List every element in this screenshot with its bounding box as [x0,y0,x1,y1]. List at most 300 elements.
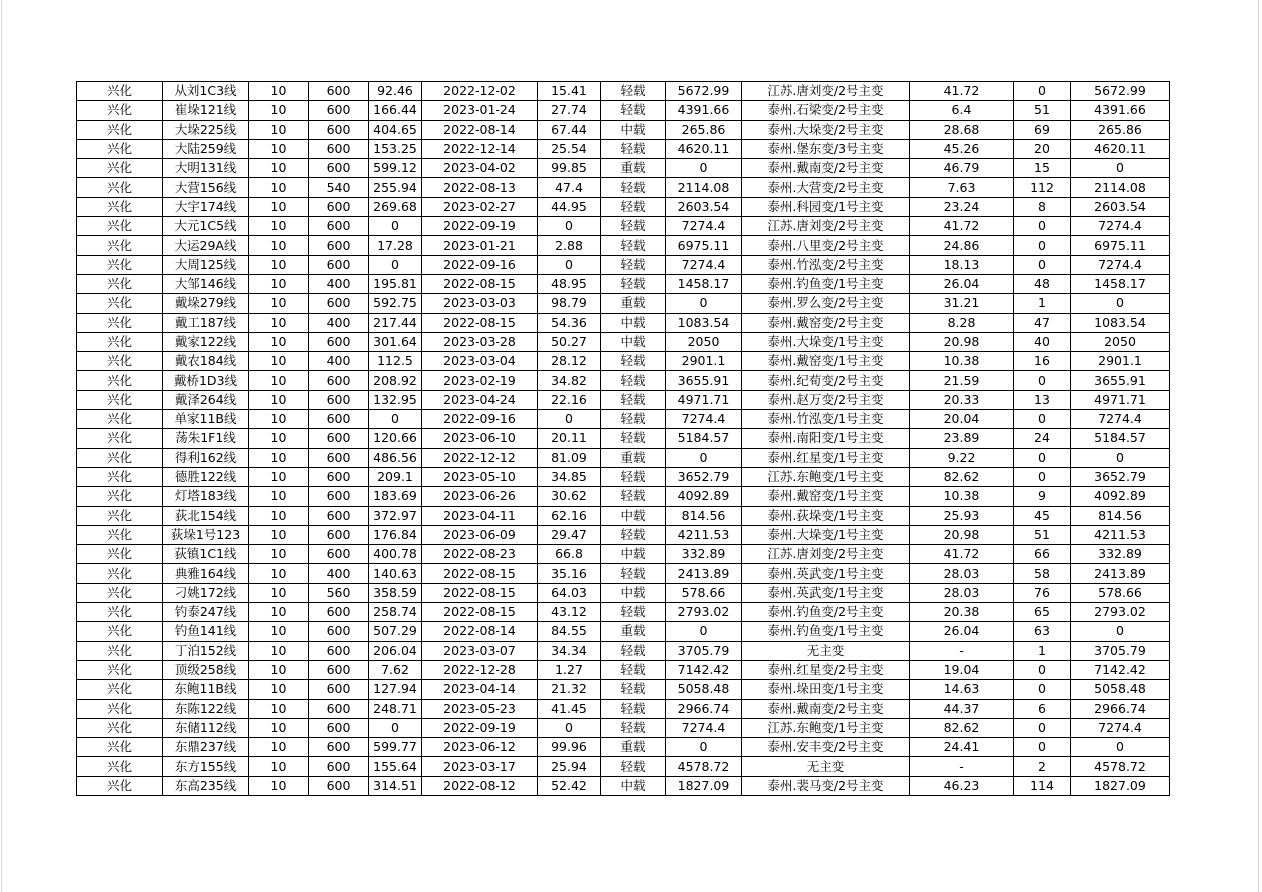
transformer-cell: 泰州.英武变/1号主变 [742,564,910,583]
voltage-cell: 10 [249,159,309,178]
access-capacity-cell: 51 [1014,525,1071,544]
max-load-cell: 183.69 [369,487,422,506]
date-cell: 2022-08-14 [422,622,538,641]
max-load-cell: 255.94 [369,178,422,197]
load-status-cell: 轻载 [601,487,666,506]
capacity-cell: 600 [309,371,369,390]
table-row [77,217,1170,236]
transformer-cell: 泰州.赵万变/2号主变 [742,390,910,409]
table-row [77,603,1170,622]
max-load-cell: 112.5 [369,352,422,371]
region-cell: 兴化 [77,139,163,158]
remaining-capacity-cell: 3655.91 [1071,371,1170,390]
date-cell: 2022-12-28 [422,660,538,679]
transformer-rate-cell: 28.68 [910,120,1014,139]
open-capacity-cell: 2114.08 [666,178,742,197]
remaining-capacity-cell: 1827.09 [1071,776,1170,795]
access-capacity-cell: 47 [1014,313,1071,332]
line-name-cell: 东储112线 [163,718,249,737]
load-status-cell: 轻载 [601,390,666,409]
voltage-cell: 10 [249,448,309,467]
table-row [77,352,1170,371]
open-capacity-cell: 7274.4 [666,255,742,274]
remaining-capacity-cell: 2966.74 [1071,699,1170,718]
open-capacity-cell: 4092.89 [666,487,742,506]
table-row [77,332,1170,351]
remaining-capacity-cell: 1458.17 [1071,274,1170,293]
access-capacity-cell: 112 [1014,178,1071,197]
load-rate-cell: 30.62 [538,487,601,506]
remaining-capacity-cell: 3652.79 [1071,467,1170,486]
capacity-cell: 600 [309,776,369,795]
load-rate-cell: 81.09 [538,448,601,467]
transformer-rate-cell: 20.38 [910,603,1014,622]
load-rate-cell: 34.34 [538,641,601,660]
region-cell: 兴化 [77,680,163,699]
load-rate-cell: 21.32 [538,680,601,699]
access-capacity-cell: 0 [1014,718,1071,737]
load-rate-cell: 54.36 [538,313,601,332]
capacity-cell: 600 [309,525,369,544]
open-capacity-cell: 1827.09 [666,776,742,795]
open-capacity-cell: 6975.11 [666,236,742,255]
max-load-cell: 17.28 [369,236,422,255]
max-load-cell: 195.81 [369,274,422,293]
load-status-cell: 轻载 [601,429,666,448]
line-name-cell: 从刘1C3线 [163,82,249,101]
transformer-rate-cell: 10.38 [910,487,1014,506]
transformer-rate-cell: 19.04 [910,660,1014,679]
capacity-cell: 600 [309,429,369,448]
remaining-capacity-cell: 2050 [1071,332,1170,351]
remaining-capacity-cell: 332.89 [1071,545,1170,564]
open-capacity-cell: 2901.1 [666,352,742,371]
load-rate-cell: 0 [538,255,601,274]
max-load-cell: 372.97 [369,506,422,525]
remaining-capacity-cell: 4211.53 [1071,525,1170,544]
transformer-rate-cell: 9.22 [910,448,1014,467]
access-capacity-cell: 8 [1014,197,1071,216]
table-row [77,390,1170,409]
table-row [77,718,1170,737]
date-cell: 2022-08-15 [422,564,538,583]
line-name-cell: 崔垛121线 [163,101,249,120]
date-cell: 2023-05-10 [422,467,538,486]
region-cell: 兴化 [77,545,163,564]
transformer-cell: 泰州.八里变/2号主变 [742,236,910,255]
voltage-cell: 10 [249,603,309,622]
access-capacity-cell: 0 [1014,410,1071,429]
voltage-cell: 10 [249,718,309,737]
region-cell: 兴化 [77,390,163,409]
max-load-cell: 206.04 [369,641,422,660]
line-name-cell: 大周125线 [163,255,249,274]
voltage-cell: 10 [249,545,309,564]
line-name-cell: 刁姚172线 [163,583,249,602]
load-status-cell: 轻载 [601,660,666,679]
date-cell: 2023-06-12 [422,738,538,757]
table-row [77,294,1170,313]
access-capacity-cell: 51 [1014,101,1071,120]
load-status-cell: 轻载 [601,82,666,101]
date-cell: 2022-08-14 [422,120,538,139]
open-capacity-cell: 332.89 [666,545,742,564]
max-load-cell: 92.46 [369,82,422,101]
date-cell: 2023-01-21 [422,236,538,255]
region-cell: 兴化 [77,197,163,216]
region-cell: 兴化 [77,660,163,679]
transformer-cell: 泰州.荻垛变/1号主变 [742,506,910,525]
voltage-cell: 10 [249,776,309,795]
transformer-cell: 泰州.罗么变/2号主变 [742,294,910,313]
table-row [77,429,1170,448]
load-status-cell: 轻载 [601,139,666,158]
remaining-capacity-cell: 578.66 [1071,583,1170,602]
load-status-cell: 轻载 [601,718,666,737]
voltage-cell: 10 [249,236,309,255]
transformer-cell: 泰州.戴南变/2号主变 [742,699,910,718]
capacity-cell: 400 [309,313,369,332]
transformer-rate-cell: 82.62 [910,718,1014,737]
line-name-cell: 钓泰247线 [163,603,249,622]
max-load-cell: 269.68 [369,197,422,216]
open-capacity-cell: 2966.74 [666,699,742,718]
date-cell: 2022-08-15 [422,274,538,293]
region-cell: 兴化 [77,410,163,429]
access-capacity-cell: 0 [1014,371,1071,390]
region-cell: 兴化 [77,564,163,583]
open-capacity-cell: 2793.02 [666,603,742,622]
line-name-cell: 大运29A线 [163,236,249,255]
voltage-cell: 10 [249,506,309,525]
transformer-cell: 泰州.石梁变/2号主变 [742,101,910,120]
load-rate-cell: 99.85 [538,159,601,178]
capacity-cell: 600 [309,159,369,178]
table-row [77,487,1170,506]
table-row [77,660,1170,679]
capacity-cell: 600 [309,217,369,236]
voltage-cell: 10 [249,178,309,197]
load-status-cell: 重载 [601,294,666,313]
load-status-cell: 中载 [601,776,666,795]
load-rate-cell: 20.11 [538,429,601,448]
load-status-cell: 重载 [601,622,666,641]
remaining-capacity-cell: 265.86 [1071,120,1170,139]
transformer-cell: 泰州.戴南变/2号主变 [742,159,910,178]
voltage-cell: 10 [249,660,309,679]
open-capacity-cell: 3652.79 [666,467,742,486]
voltage-cell: 10 [249,487,309,506]
region-cell: 兴化 [77,352,163,371]
region-cell: 兴化 [77,294,163,313]
region-cell: 兴化 [77,429,163,448]
access-capacity-cell: 0 [1014,660,1071,679]
access-capacity-cell: 58 [1014,564,1071,583]
max-load-cell: 248.71 [369,699,422,718]
load-status-cell: 重载 [601,448,666,467]
transformer-rate-cell: 21.59 [910,371,1014,390]
transformer-rate-cell: 24.86 [910,236,1014,255]
transformer-cell: 江苏.东鲍变/1号主变 [742,467,910,486]
capacity-cell: 600 [309,641,369,660]
open-capacity-cell: 0 [666,159,742,178]
max-load-cell: 599.12 [369,159,422,178]
remaining-capacity-cell: 2603.54 [1071,197,1170,216]
access-capacity-cell: 48 [1014,274,1071,293]
load-status-cell: 轻载 [601,467,666,486]
date-cell: 2022-09-19 [422,217,538,236]
remaining-capacity-cell: 4578.72 [1071,757,1170,776]
line-name-cell: 东陈122线 [163,699,249,718]
access-capacity-cell: 0 [1014,448,1071,467]
voltage-cell: 10 [249,390,309,409]
date-cell: 2023-03-07 [422,641,538,660]
remaining-capacity-cell: 5672.99 [1071,82,1170,101]
voltage-cell: 10 [249,583,309,602]
date-cell: 2022-08-15 [422,313,538,332]
capacity-cell: 600 [309,82,369,101]
line-name-cell: 顶级258线 [163,660,249,679]
remaining-capacity-cell: 0 [1071,448,1170,467]
date-cell: 2023-04-24 [422,390,538,409]
capacity-cell: 600 [309,699,369,718]
date-cell: 2023-06-26 [422,487,538,506]
date-cell: 2022-09-19 [422,718,538,737]
remaining-capacity-cell: 7274.4 [1071,217,1170,236]
capacity-cell: 600 [309,680,369,699]
voltage-cell: 10 [249,294,309,313]
region-cell: 兴化 [77,506,163,525]
remaining-capacity-cell: 4620.11 [1071,139,1170,158]
load-rate-cell: 15.41 [538,82,601,101]
table-row [77,255,1170,274]
table-row [77,583,1170,602]
transformer-rate-cell: 7.63 [910,178,1014,197]
open-capacity-cell: 3705.79 [666,641,742,660]
table-row [77,738,1170,757]
region-cell: 兴化 [77,487,163,506]
voltage-cell: 10 [249,217,309,236]
line-name-cell: 荻镇1C1线 [163,545,249,564]
load-rate-cell: 67.44 [538,120,601,139]
voltage-cell: 10 [249,699,309,718]
capacity-cell: 600 [309,236,369,255]
remaining-capacity-cell: 0 [1071,294,1170,313]
date-cell: 2023-03-03 [422,294,538,313]
load-rate-cell: 0 [538,410,601,429]
access-capacity-cell: 40 [1014,332,1071,351]
transformer-rate-cell: 20.98 [910,332,1014,351]
max-load-cell: 120.66 [369,429,422,448]
load-status-cell: 中载 [601,583,666,602]
voltage-cell: 10 [249,371,309,390]
access-capacity-cell: 6 [1014,699,1071,718]
access-capacity-cell: 65 [1014,603,1071,622]
load-status-cell: 轻载 [601,371,666,390]
date-cell: 2023-03-28 [422,332,538,351]
voltage-cell: 10 [249,352,309,371]
table-row [77,236,1170,255]
transformer-rate-cell: - [910,641,1014,660]
line-name-cell: 戴家122线 [163,332,249,351]
open-capacity-cell: 2413.89 [666,564,742,583]
transformer-cell: 泰州.纪荀变/2号主变 [742,371,910,390]
date-cell: 2022-08-12 [422,776,538,795]
max-load-cell: 176.84 [369,525,422,544]
remaining-capacity-cell: 0 [1071,159,1170,178]
transformer-cell: 泰州.英武变/1号主变 [742,583,910,602]
access-capacity-cell: 2 [1014,757,1071,776]
transformer-cell: 江苏.唐刘变/2号主变 [742,545,910,564]
voltage-cell: 10 [249,139,309,158]
line-name-cell: 得利162线 [163,448,249,467]
access-capacity-cell: 1 [1014,641,1071,660]
load-rate-cell: 0 [538,217,601,236]
voltage-cell: 10 [249,680,309,699]
transformer-rate-cell: 10.38 [910,352,1014,371]
line-name-cell: 钓鱼141线 [163,622,249,641]
remaining-capacity-cell: 7142.42 [1071,660,1170,679]
voltage-cell: 10 [249,641,309,660]
voltage-cell: 10 [249,525,309,544]
transformer-cell: 泰州.大垛变/1号主变 [742,525,910,544]
load-rate-cell: 22.16 [538,390,601,409]
load-status-cell: 轻载 [601,757,666,776]
region-cell: 兴化 [77,525,163,544]
max-load-cell: 0 [369,718,422,737]
open-capacity-cell: 0 [666,448,742,467]
access-capacity-cell: 9 [1014,487,1071,506]
region-cell: 兴化 [77,371,163,390]
max-load-cell: 166.44 [369,101,422,120]
load-status-cell: 轻载 [601,178,666,197]
table-row [77,410,1170,429]
access-capacity-cell: 114 [1014,776,1071,795]
open-capacity-cell: 4211.53 [666,525,742,544]
transformer-cell: 江苏.唐刘变/2号主变 [742,82,910,101]
line-name-cell: 戴泽264线 [163,390,249,409]
access-capacity-cell: 1 [1014,294,1071,313]
date-cell: 2022-09-16 [422,410,538,429]
region-cell: 兴化 [77,274,163,293]
open-capacity-cell: 7274.4 [666,410,742,429]
table-body [77,82,1170,796]
region-cell: 兴化 [77,699,163,718]
date-cell: 2022-12-12 [422,448,538,467]
max-load-cell: 314.51 [369,776,422,795]
page-right-edge [1258,0,1259,892]
load-status-cell: 轻载 [601,236,666,255]
load-rate-cell: 34.85 [538,467,601,486]
load-status-cell: 轻载 [601,641,666,660]
transformer-cell: 泰州.垛田变/1号主变 [742,680,910,699]
load-status-cell: 中载 [601,506,666,525]
access-capacity-cell: 69 [1014,120,1071,139]
transformer-rate-cell: 20.33 [910,390,1014,409]
remaining-capacity-cell: 0 [1071,622,1170,641]
access-capacity-cell: 0 [1014,217,1071,236]
access-capacity-cell: 45 [1014,506,1071,525]
line-name-cell: 单家11B线 [163,410,249,429]
region-cell: 兴化 [77,313,163,332]
line-name-cell: 大明131线 [163,159,249,178]
capacity-cell: 600 [309,545,369,564]
max-load-cell: 0 [369,255,422,274]
line-name-cell: 戴工187线 [163,313,249,332]
line-name-cell: 灯塔183线 [163,487,249,506]
load-status-cell: 轻载 [601,410,666,429]
line-name-cell: 荻北154线 [163,506,249,525]
table-row [77,776,1170,795]
open-capacity-cell: 7142.42 [666,660,742,679]
transformer-rate-cell: 45.26 [910,139,1014,158]
max-load-cell: 592.75 [369,294,422,313]
open-capacity-cell: 3655.91 [666,371,742,390]
open-capacity-cell: 5672.99 [666,82,742,101]
transformer-cell: 泰州.竹泓变/2号主变 [742,255,910,274]
transformer-rate-cell: 46.79 [910,159,1014,178]
remaining-capacity-cell: 6975.11 [1071,236,1170,255]
voltage-cell: 10 [249,332,309,351]
transformer-rate-cell: 41.72 [910,217,1014,236]
open-capacity-cell: 4620.11 [666,139,742,158]
voltage-cell: 10 [249,120,309,139]
transformer-rate-cell: 26.04 [910,274,1014,293]
open-capacity-cell: 2603.54 [666,197,742,216]
voltage-cell: 10 [249,757,309,776]
date-cell: 2023-04-02 [422,159,538,178]
transformer-cell: 泰州.戴窑变/2号主变 [742,313,910,332]
remaining-capacity-cell: 2901.1 [1071,352,1170,371]
transformer-rate-cell: 26.04 [910,622,1014,641]
capacity-cell: 600 [309,101,369,120]
capacity-cell: 600 [309,390,369,409]
region-cell: 兴化 [77,159,163,178]
remaining-capacity-cell: 4092.89 [1071,487,1170,506]
max-load-cell: 0 [369,410,422,429]
remaining-capacity-cell: 0 [1071,738,1170,757]
date-cell: 2022-08-15 [422,603,538,622]
load-rate-cell: 84.55 [538,622,601,641]
region-cell: 兴化 [77,101,163,120]
max-load-cell: 404.65 [369,120,422,139]
table-row [77,313,1170,332]
line-name-cell: 戴垛279线 [163,294,249,313]
date-cell: 2022-09-16 [422,255,538,274]
region-cell: 兴化 [77,641,163,660]
transformer-cell: 泰州.大垛变/1号主变 [742,332,910,351]
load-status-cell: 中载 [601,332,666,351]
table-row [77,622,1170,641]
table-row [77,197,1170,216]
transformer-cell: 泰州.安丰变/2号主变 [742,738,910,757]
capacity-cell: 600 [309,738,369,757]
load-rate-cell: 44.95 [538,197,601,216]
table-row [77,699,1170,718]
table-row [77,139,1170,158]
date-cell: 2023-03-17 [422,757,538,776]
voltage-cell: 10 [249,274,309,293]
max-load-cell: 258.74 [369,603,422,622]
remaining-capacity-cell: 2114.08 [1071,178,1170,197]
line-name-cell: 大营156线 [163,178,249,197]
max-load-cell: 155.64 [369,757,422,776]
capacity-cell: 400 [309,564,369,583]
load-status-cell: 轻载 [601,699,666,718]
date-cell: 2023-01-24 [422,101,538,120]
region-cell: 兴化 [77,217,163,236]
transformer-rate-cell: 23.89 [910,429,1014,448]
